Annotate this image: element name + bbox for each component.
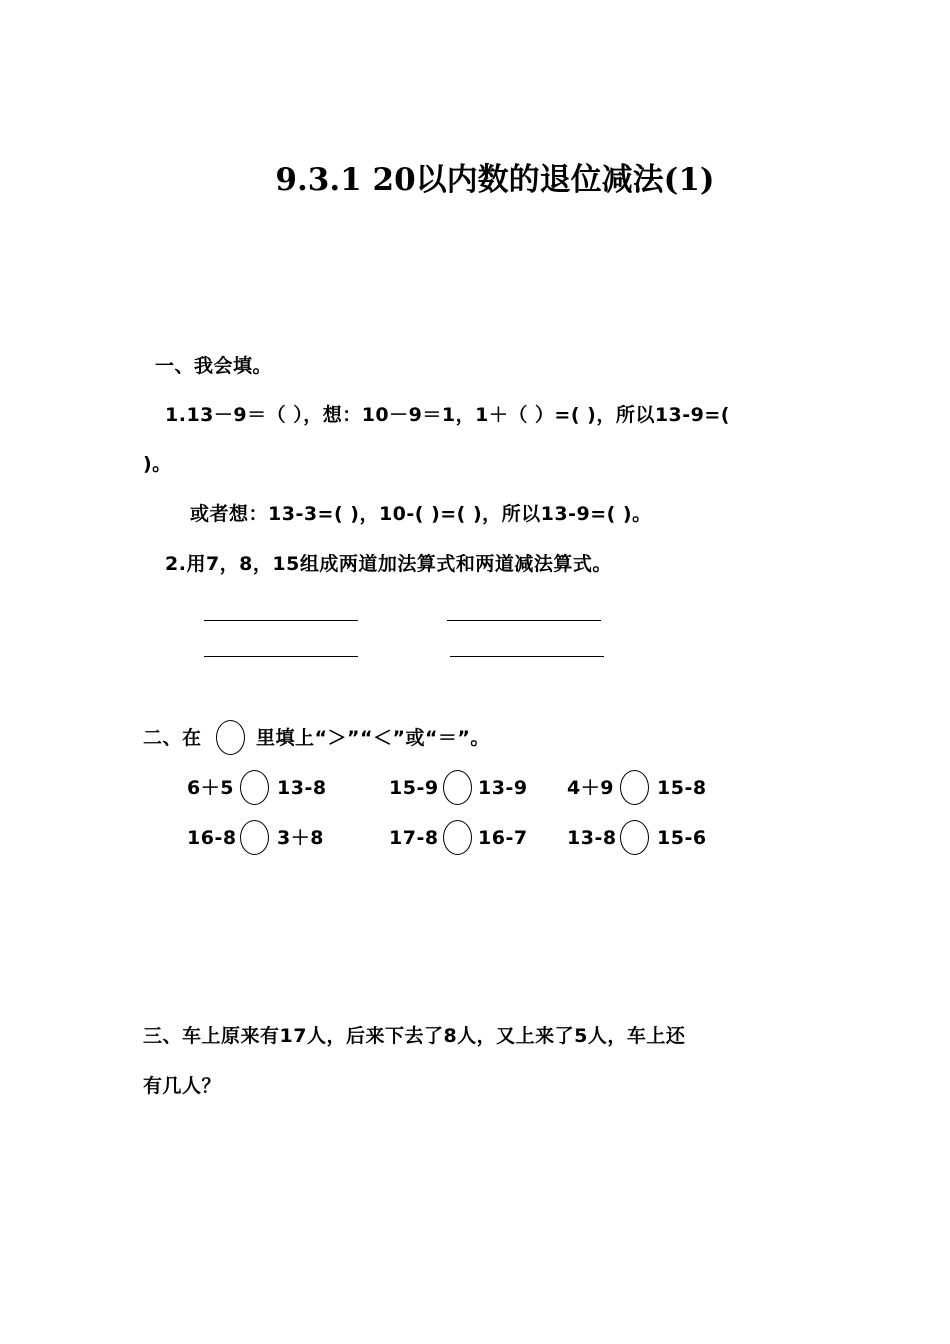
answer-blank-3[interactable] [204,656,358,657]
compare-circle[interactable] [443,770,472,805]
compare-right: 3＋8 [277,827,324,849]
question1-line1: 1.13－9＝（ ），想：10－9＝1，1＋（ ）=( )，所以13-9=( [165,404,730,426]
section3-line2: 有几人？ [143,1075,222,1097]
section3-line1: 三、车上原来有17人，后来下去了8人，又上来了5人，车上还 [143,1025,686,1047]
compare-right: 16-7 [478,827,528,849]
page-title: 9.3.1 20以内数的退位减法(1) [275,162,715,198]
answer-blank-4[interactable] [450,656,604,657]
answer-blank-1[interactable] [204,620,358,621]
compare-right: 13-9 [478,777,528,799]
compare-left: 6＋5 [187,777,234,799]
section2-heading-prefix: 二、在 [143,727,202,749]
compare-circle[interactable] [240,820,269,855]
compare-circle[interactable] [620,770,649,805]
compare-left: 4＋9 [567,777,614,799]
question2-text: 2.用7，8，15组成两道加法算式和两道减法算式。 [165,553,612,575]
circle-symbol-icon [216,720,245,755]
question1-line3: 或者想：13-3=( )，10-( )=( )，所以13-9=( )。 [190,503,652,525]
compare-left: 13-8 [567,827,617,849]
section2-heading-suffix: 里填上“＞”“＜”或“＝”。 [256,727,490,749]
section1-heading: 一、我会填。 [155,355,273,377]
question1-line2: )。 [143,453,172,475]
compare-right: 15-8 [657,777,707,799]
compare-left: 17-8 [389,827,439,849]
compare-right: 13-8 [277,777,327,799]
compare-left: 16-8 [187,827,237,849]
compare-circle[interactable] [240,770,269,805]
compare-left: 15-9 [389,777,439,799]
answer-blank-2[interactable] [447,620,601,621]
compare-circle[interactable] [443,820,472,855]
compare-right: 15-6 [657,827,707,849]
compare-circle[interactable] [620,820,649,855]
